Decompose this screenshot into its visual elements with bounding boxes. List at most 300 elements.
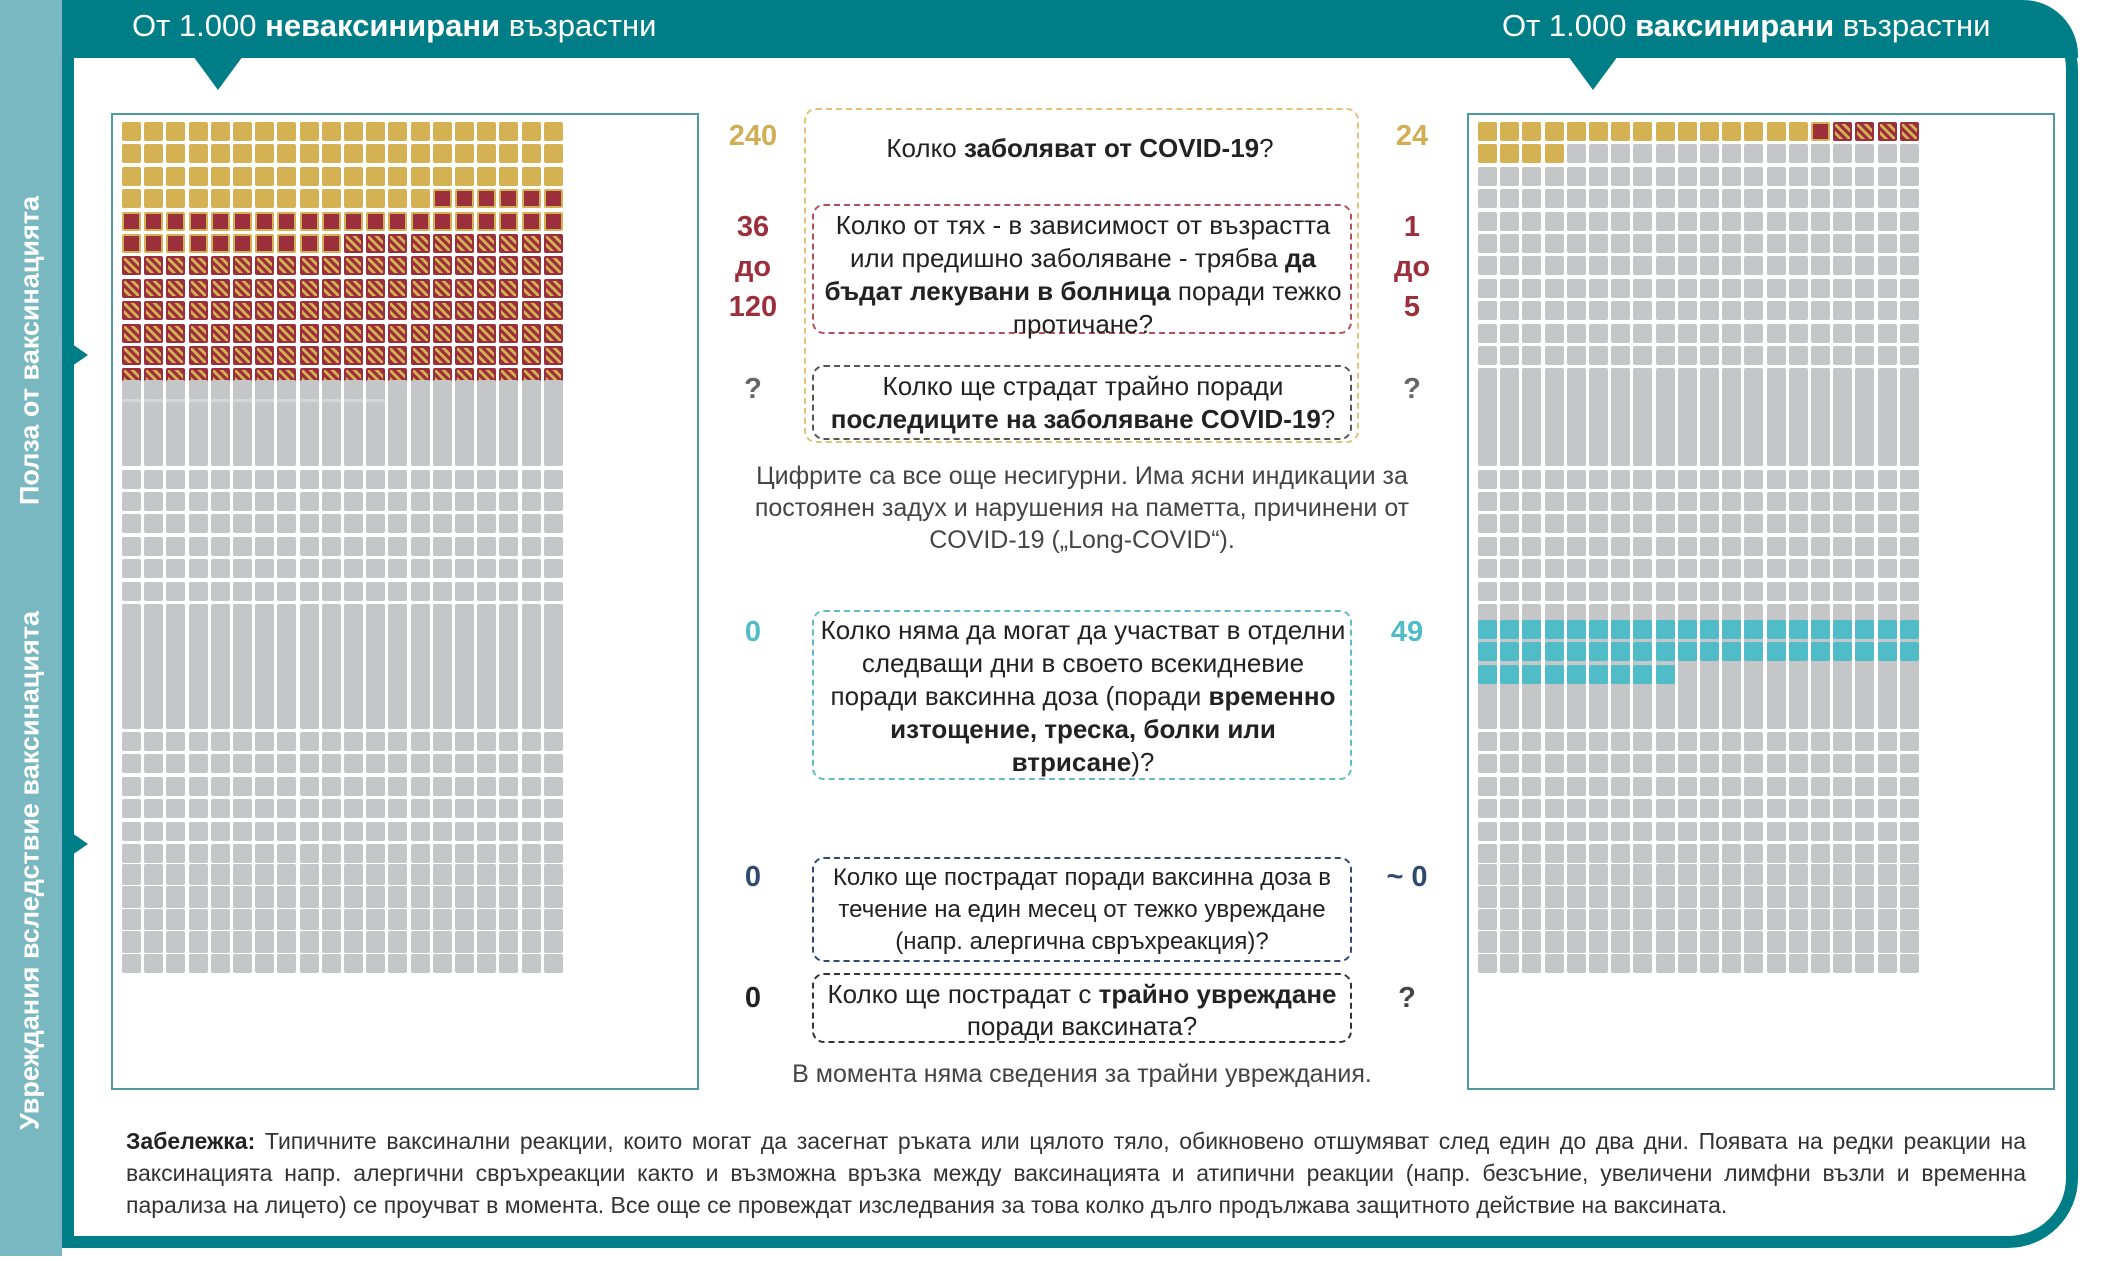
person-icon-unvaccinated	[433, 279, 452, 298]
person-icon-unvaccinated	[477, 642, 496, 661]
person-icon-vaccinated	[1678, 324, 1697, 343]
person-icon-vaccinated	[1767, 167, 1786, 186]
person-icon-unvaccinated	[366, 931, 385, 950]
person-icon-unvaccinated	[455, 954, 474, 973]
person-icon-vaccinated	[1744, 732, 1763, 751]
person-icon-vaccinated	[1589, 642, 1608, 661]
person-icon-vaccinated	[1855, 470, 1874, 489]
person-icon-unvaccinated	[544, 402, 563, 421]
person-icon-unvaccinated	[344, 732, 363, 751]
person-icon-vaccinated	[1855, 799, 1874, 818]
person-icon-unvaccinated	[411, 799, 430, 818]
person-icon-vaccinated	[1589, 256, 1608, 275]
person-icon-vaccinated	[1878, 492, 1897, 511]
person-icon-unvaccinated	[344, 665, 363, 684]
person-icon-vaccinated	[1656, 886, 1675, 905]
person-icon-vaccinated	[1700, 256, 1719, 275]
person-icon-unvaccinated	[255, 559, 274, 578]
person-icon-unvaccinated	[411, 886, 430, 905]
person-icon-vaccinated	[1700, 687, 1719, 706]
person-icon-unvaccinated	[166, 492, 185, 511]
person-icon-vaccinated	[1700, 346, 1719, 365]
person-icon-vaccinated	[1900, 886, 1919, 905]
person-icon-vaccinated	[1567, 559, 1586, 578]
person-icon-unvaccinated	[233, 799, 252, 818]
person-icon-vaccinated	[1767, 212, 1786, 231]
person-icon-vaccinated	[1611, 167, 1630, 186]
person-icon-vaccinated	[1522, 822, 1541, 841]
person-icon-vaccinated	[1678, 582, 1697, 601]
person-icon-vaccinated	[1545, 799, 1564, 818]
person-icon-vaccinated	[1744, 492, 1763, 511]
person-icon-unvaccinated	[366, 864, 385, 883]
footnote	[126, 1125, 2026, 1221]
person-icon-unvaccinated	[166, 909, 185, 928]
person-icon-unvaccinated	[144, 909, 163, 928]
person-icon-unvaccinated	[300, 256, 319, 275]
person-icon-vaccinated	[1522, 324, 1541, 343]
person-icon-vaccinated	[1611, 909, 1630, 928]
person-icon-vaccinated	[1744, 931, 1763, 950]
person-icon-unvaccinated	[233, 380, 252, 399]
person-icon-unvaccinated	[144, 754, 163, 773]
person-icon-vaccinated	[1811, 470, 1830, 489]
person-icon-unvaccinated	[255, 279, 274, 298]
person-icon-unvaccinated	[277, 470, 296, 489]
person-icon-vaccinated	[1522, 620, 1541, 639]
person-icon-vaccinated	[1545, 144, 1564, 163]
person-icon-vaccinated	[1656, 279, 1675, 298]
person-icon-vaccinated	[1878, 234, 1897, 253]
person-icon-unvaccinated	[255, 909, 274, 928]
person-icon-vaccinated	[1833, 402, 1852, 421]
person-icon-unvaccinated	[411, 514, 430, 533]
person-icon-vaccinated	[1878, 931, 1897, 950]
person-icon-unvaccinated	[366, 425, 385, 444]
person-icon-vaccinated	[1633, 402, 1652, 421]
person-icon-unvaccinated	[499, 492, 518, 511]
person-icon-vaccinated	[1611, 642, 1630, 661]
person-icon-unvaccinated	[277, 822, 296, 841]
person-icon-unvaccinated	[544, 954, 563, 973]
person-icon-vaccinated	[1678, 144, 1697, 163]
person-icon-vaccinated	[1678, 886, 1697, 905]
person-icon-unvaccinated	[166, 886, 185, 905]
person-icon-unvaccinated	[522, 582, 541, 601]
person-icon-vaccinated	[1678, 256, 1697, 275]
person-icon-vaccinated	[1900, 189, 1919, 208]
person-icon-unvaccinated	[344, 620, 363, 639]
person-icon-unvaccinated	[433, 954, 452, 973]
person-icon-unvaccinated	[411, 212, 430, 231]
person-icon-vaccinated	[1656, 492, 1675, 511]
person-icon-unvaccinated	[144, 844, 163, 863]
person-icon-vaccinated	[1700, 710, 1719, 729]
person-icon-unvaccinated	[411, 279, 430, 298]
person-icon-vaccinated	[1522, 234, 1541, 253]
person-icon-unvaccinated	[344, 144, 363, 163]
person-icon-unvaccinated	[233, 470, 252, 489]
person-icon-unvaccinated	[477, 470, 496, 489]
person-icon-vaccinated	[1589, 189, 1608, 208]
person-icon-vaccinated	[1700, 732, 1719, 751]
person-icon-vaccinated	[1833, 559, 1852, 578]
person-icon-vaccinated	[1678, 559, 1697, 578]
person-icon-vaccinated	[1833, 822, 1852, 841]
person-icon-vaccinated	[1522, 886, 1541, 905]
person-icon-vaccinated	[1789, 931, 1808, 950]
person-icon-vaccinated	[1722, 864, 1741, 883]
person-icon-unvaccinated	[455, 324, 474, 343]
person-icon-vaccinated	[1744, 279, 1763, 298]
person-icon-unvaccinated	[255, 954, 274, 973]
person-icon-vaccinated	[1478, 144, 1497, 163]
person-icon-unvaccinated	[255, 447, 274, 466]
person-icon-unvaccinated	[477, 279, 496, 298]
person-icon-unvaccinated	[211, 931, 230, 950]
person-icon-vaccinated	[1589, 665, 1608, 684]
person-icon-unvaccinated	[499, 301, 518, 320]
person-icon-vaccinated	[1611, 447, 1630, 466]
person-icon-unvaccinated	[366, 256, 385, 275]
person-icon-unvaccinated	[544, 642, 563, 661]
person-icon-vaccinated	[1900, 642, 1919, 661]
person-icon-vaccinated	[1744, 470, 1763, 489]
person-icon-unvaccinated	[411, 754, 430, 773]
person-icon-vaccinated	[1545, 447, 1564, 466]
person-icon-unvaccinated	[277, 732, 296, 751]
person-icon-vaccinated	[1789, 954, 1808, 973]
person-icon-vaccinated	[1522, 642, 1541, 661]
person-icon-vaccinated	[1767, 822, 1786, 841]
person-icon-unvaccinated	[189, 687, 208, 706]
person-icon-unvaccinated	[522, 642, 541, 661]
person-icon-unvaccinated	[300, 492, 319, 511]
person-icon-unvaccinated	[322, 665, 341, 684]
person-icon-unvaccinated	[233, 710, 252, 729]
person-icon-unvaccinated	[499, 931, 518, 950]
person-icon-unvaccinated	[233, 425, 252, 444]
person-icon-vaccinated	[1789, 822, 1808, 841]
person-icon-vaccinated	[1567, 886, 1586, 905]
person-icon-vaccinated	[1567, 122, 1586, 141]
person-icon-unvaccinated	[522, 710, 541, 729]
person-icon-unvaccinated	[544, 886, 563, 905]
person-icon-unvaccinated	[522, 234, 541, 253]
person-icon-vaccinated	[1900, 380, 1919, 399]
person-icon-unvaccinated	[300, 167, 319, 186]
person-icon-unvaccinated	[277, 710, 296, 729]
person-icon-vaccinated	[1611, 380, 1630, 399]
person-icon-unvaccinated	[255, 301, 274, 320]
person-icon-unvaccinated	[322, 447, 341, 466]
person-icon-unvaccinated	[522, 620, 541, 639]
person-icon-vaccinated	[1767, 346, 1786, 365]
person-icon-vaccinated	[1767, 425, 1786, 444]
person-icon-vaccinated	[1589, 864, 1608, 883]
person-icon-vaccinated	[1522, 189, 1541, 208]
person-icon-unvaccinated	[499, 822, 518, 841]
person-icon-unvaccinated	[277, 324, 296, 343]
person-icon-unvaccinated	[277, 754, 296, 773]
person-icon-vaccinated	[1900, 844, 1919, 863]
person-icon-vaccinated	[1611, 537, 1630, 556]
person-icon-unvaccinated	[344, 931, 363, 950]
person-icon-unvaccinated	[144, 256, 163, 275]
person-icon-vaccinated	[1633, 954, 1652, 973]
person-icon-unvaccinated	[277, 799, 296, 818]
person-icon-unvaccinated	[122, 620, 141, 639]
person-icon-vaccinated	[1700, 212, 1719, 231]
person-icon-unvaccinated	[366, 687, 385, 706]
person-icon-unvaccinated	[211, 799, 230, 818]
person-icon-vaccinated	[1789, 514, 1808, 533]
person-icon-unvaccinated	[322, 212, 341, 231]
person-icon-vaccinated	[1567, 324, 1586, 343]
person-icon-vaccinated	[1767, 799, 1786, 818]
person-icon-vaccinated	[1878, 582, 1897, 601]
person-icon-unvaccinated	[122, 380, 141, 399]
person-icon-unvaccinated	[255, 822, 274, 841]
person-icon-vaccinated	[1678, 777, 1697, 796]
person-icon-unvaccinated	[233, 886, 252, 905]
person-icon-unvaccinated	[322, 324, 341, 343]
person-icon-unvaccinated	[411, 954, 430, 973]
person-icon-vaccinated	[1633, 324, 1652, 343]
person-icon-vaccinated	[1500, 301, 1519, 320]
person-icon-unvaccinated	[366, 380, 385, 399]
person-icon-vaccinated	[1700, 447, 1719, 466]
person-icon-vaccinated	[1767, 380, 1786, 399]
person-icon-vaccinated	[1744, 167, 1763, 186]
person-icon-vaccinated	[1500, 447, 1519, 466]
person-icon-vaccinated	[1589, 447, 1608, 466]
person-icon-unvaccinated	[300, 144, 319, 163]
person-icon-vaccinated	[1900, 447, 1919, 466]
person-icon-vaccinated	[1722, 909, 1741, 928]
person-icon-unvaccinated	[189, 324, 208, 343]
person-icon-vaccinated	[1545, 909, 1564, 928]
side-label-harm: Увреждания вследствие ваксинацията	[14, 611, 45, 1131]
person-icon-vaccinated	[1522, 122, 1541, 141]
person-icon-unvaccinated	[189, 492, 208, 511]
person-icon-unvaccinated	[322, 167, 341, 186]
person-icon-unvaccinated	[455, 582, 474, 601]
person-icon-unvaccinated	[122, 492, 141, 511]
person-icon-unvaccinated	[255, 189, 274, 208]
person-icon-vaccinated	[1611, 346, 1630, 365]
person-icon-vaccinated	[1767, 710, 1786, 729]
person-icon-unvaccinated	[499, 777, 518, 796]
person-icon-unvaccinated	[499, 514, 518, 533]
person-icon-unvaccinated	[189, 402, 208, 421]
person-icon-vaccinated	[1589, 346, 1608, 365]
person-icon-vaccinated	[1900, 279, 1919, 298]
person-icon-unvaccinated	[322, 620, 341, 639]
person-icon-vaccinated	[1500, 425, 1519, 444]
person-icon-unvaccinated	[189, 212, 208, 231]
person-icon-unvaccinated	[477, 777, 496, 796]
person-icon-unvaccinated	[544, 492, 563, 511]
person-icon-unvaccinated	[189, 886, 208, 905]
person-icon-vaccinated	[1833, 754, 1852, 773]
person-icon-vaccinated	[1522, 777, 1541, 796]
person-icon-unvaccinated	[388, 559, 407, 578]
person-icon-vaccinated	[1567, 492, 1586, 511]
person-icon-unvaccinated	[433, 402, 452, 421]
person-icon-vaccinated	[1833, 909, 1852, 928]
person-icon-unvaccinated	[544, 822, 563, 841]
person-icon-unvaccinated	[166, 256, 185, 275]
person-icon-vaccinated	[1522, 864, 1541, 883]
person-icon-unvaccinated	[277, 777, 296, 796]
person-icon-vaccinated	[1789, 582, 1808, 601]
person-icon-vaccinated	[1589, 122, 1608, 141]
person-icon-unvaccinated	[300, 279, 319, 298]
person-icon-unvaccinated	[233, 754, 252, 773]
person-icon-unvaccinated	[300, 687, 319, 706]
person-icon-vaccinated	[1833, 931, 1852, 950]
person-icon-unvaccinated	[322, 954, 341, 973]
person-icon-vaccinated	[1478, 122, 1497, 141]
person-icon-unvaccinated	[388, 234, 407, 253]
person-icon-unvaccinated	[344, 212, 363, 231]
person-icon-unvaccinated	[211, 777, 230, 796]
person-icon-vaccinated	[1789, 864, 1808, 883]
person-icon-unvaccinated	[166, 447, 185, 466]
person-icon-unvaccinated	[522, 754, 541, 773]
person-icon-vaccinated	[1700, 537, 1719, 556]
person-icon-vaccinated	[1789, 559, 1808, 578]
person-icon-vaccinated	[1611, 470, 1630, 489]
person-icon-unvaccinated	[522, 665, 541, 684]
person-icon-vaccinated	[1767, 447, 1786, 466]
count-vaccinated-serious: ~ 0	[1386, 861, 1428, 893]
person-icon-unvaccinated	[322, 822, 341, 841]
person-icon-vaccinated	[1567, 582, 1586, 601]
person-icon-unvaccinated	[255, 346, 274, 365]
person-icon-vaccinated	[1767, 402, 1786, 421]
person-icon-vaccinated	[1500, 212, 1519, 231]
person-icon-unvaccinated	[544, 144, 563, 163]
person-icon-vaccinated	[1633, 620, 1652, 639]
person-icon-vaccinated	[1722, 514, 1741, 533]
person-icon-unvaccinated	[189, 732, 208, 751]
person-icon-unvaccinated	[477, 514, 496, 533]
person-icon-unvaccinated	[233, 642, 252, 661]
person-icon-unvaccinated	[477, 447, 496, 466]
person-icon-unvaccinated	[477, 822, 496, 841]
person-icon-vaccinated	[1567, 167, 1586, 186]
person-icon-vaccinated	[1545, 324, 1564, 343]
person-icon-unvaccinated	[544, 122, 563, 141]
person-icon-unvaccinated	[211, 122, 230, 141]
person-icon-vaccinated	[1478, 380, 1497, 399]
person-icon-unvaccinated	[388, 402, 407, 421]
header-right-title: От 1.000 ваксинирани възрастни	[1502, 8, 1991, 43]
person-icon-vaccinated	[1767, 324, 1786, 343]
person-icon-unvaccinated	[322, 931, 341, 950]
person-icon-vaccinated	[1789, 909, 1808, 928]
person-icon-unvaccinated	[255, 620, 274, 639]
person-icon-unvaccinated	[366, 144, 385, 163]
person-icon-vaccinated	[1656, 234, 1675, 253]
person-icon-unvaccinated	[544, 514, 563, 533]
person-icon-vaccinated	[1700, 324, 1719, 343]
person-icon-vaccinated	[1855, 122, 1874, 141]
person-icon-vaccinated	[1878, 822, 1897, 841]
person-icon-unvaccinated	[144, 324, 163, 343]
person-icon-unvaccinated	[166, 346, 185, 365]
person-icon-vaccinated	[1833, 380, 1852, 399]
person-icon-vaccinated	[1722, 256, 1741, 275]
person-icon-vaccinated	[1678, 954, 1697, 973]
person-icon-vaccinated	[1855, 710, 1874, 729]
person-icon-vaccinated	[1478, 559, 1497, 578]
person-icon-unvaccinated	[544, 754, 563, 773]
person-icon-unvaccinated	[344, 301, 363, 320]
person-icon-vaccinated	[1678, 754, 1697, 773]
person-icon-vaccinated	[1678, 167, 1697, 186]
person-icon-unvaccinated	[211, 402, 230, 421]
person-icon-vaccinated	[1567, 620, 1586, 639]
person-icon-unvaccinated	[300, 537, 319, 556]
person-icon-unvaccinated	[233, 402, 252, 421]
person-icon-vaccinated	[1589, 582, 1608, 601]
person-icon-vaccinated	[1700, 301, 1719, 320]
person-icon-unvaccinated	[433, 425, 452, 444]
person-icon-unvaccinated	[499, 425, 518, 444]
person-icon-vaccinated	[1478, 620, 1497, 639]
person-icon-vaccinated	[1633, 665, 1652, 684]
person-icon-unvaccinated	[189, 301, 208, 320]
person-icon-vaccinated	[1767, 642, 1786, 661]
person-icon-unvaccinated	[300, 777, 319, 796]
person-icon-vaccinated	[1722, 402, 1741, 421]
person-icon-vaccinated	[1567, 799, 1586, 818]
person-icon-unvaccinated	[344, 256, 363, 275]
person-icon-unvaccinated	[455, 931, 474, 950]
person-icon-vaccinated	[1633, 234, 1652, 253]
person-icon-vaccinated	[1744, 324, 1763, 343]
person-icon-unvaccinated	[322, 777, 341, 796]
person-icon-unvaccinated	[255, 122, 274, 141]
person-icon-unvaccinated	[233, 844, 252, 863]
person-icon-unvaccinated	[300, 559, 319, 578]
person-icon-unvaccinated	[455, 732, 474, 751]
person-icon-vaccinated	[1478, 886, 1497, 905]
person-icon-unvaccinated	[189, 931, 208, 950]
person-icon-vaccinated	[1722, 642, 1741, 661]
person-icon-unvaccinated	[122, 189, 141, 208]
person-icon-unvaccinated	[522, 559, 541, 578]
person-icon-unvaccinated	[277, 212, 296, 231]
person-icon-vaccinated	[1900, 537, 1919, 556]
person-icon-vaccinated	[1722, 954, 1741, 973]
person-icon-vaccinated	[1833, 279, 1852, 298]
person-icon-vaccinated	[1811, 167, 1830, 186]
person-icon-vaccinated	[1567, 537, 1586, 556]
person-icon-vaccinated	[1855, 324, 1874, 343]
person-icon-vaccinated	[1833, 212, 1852, 231]
person-icon-unvaccinated	[144, 799, 163, 818]
person-icon-unvaccinated	[322, 234, 341, 253]
person-icon-unvaccinated	[122, 642, 141, 661]
person-icon-vaccinated	[1589, 380, 1608, 399]
person-icon-unvaccinated	[366, 710, 385, 729]
person-icon-unvaccinated	[122, 402, 141, 421]
person-icon-unvaccinated	[166, 642, 185, 661]
